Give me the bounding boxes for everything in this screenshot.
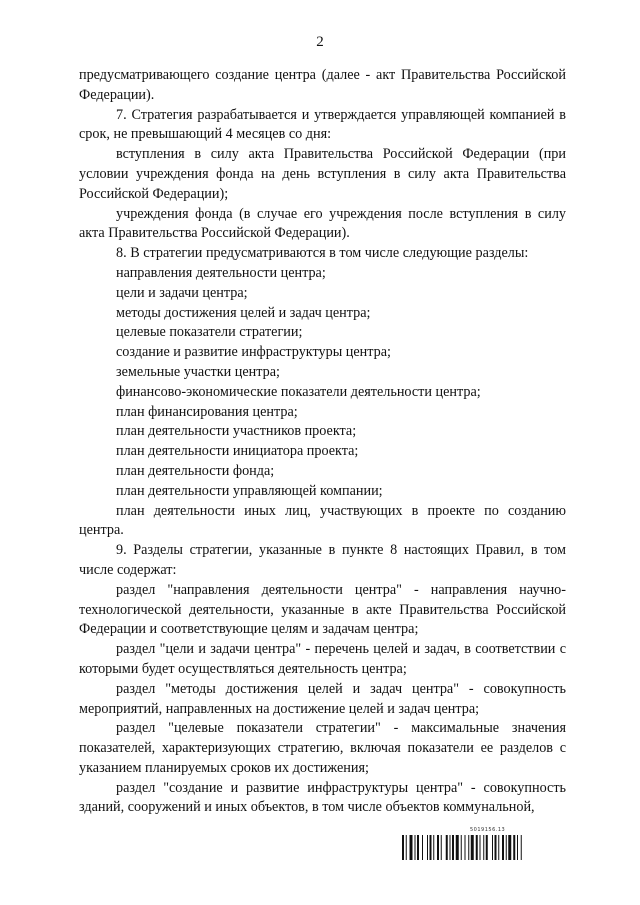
list-item: план деятельности управляющей компании; bbox=[116, 482, 383, 499]
barcode-bar bbox=[471, 835, 474, 860]
barcode-bar bbox=[446, 835, 448, 860]
barcode-bar bbox=[468, 835, 469, 860]
barcode-bar bbox=[508, 835, 511, 860]
barcode-bar bbox=[502, 835, 504, 860]
barcode-bar bbox=[465, 835, 466, 860]
barcode-bar bbox=[492, 835, 493, 860]
list-item: методы достижения целей и задач центра; bbox=[116, 304, 371, 321]
list-item: план деятельности фонда; bbox=[116, 462, 275, 479]
barcode-bar bbox=[495, 835, 497, 860]
paragraph: учреждения фонда (в случае его учреждения после вступления в силу акта Правительства Российской Федерации). bbox=[79, 205, 566, 242]
barcode-bar bbox=[406, 835, 407, 860]
barcode-bar bbox=[461, 835, 462, 860]
paragraph: 8. В стратегии предусматриваются в том числе следующие разделы: bbox=[116, 245, 529, 262]
barcode-bar bbox=[402, 835, 404, 860]
barcode-bar bbox=[483, 835, 484, 860]
paragraph: раздел "методы достижения целей и задач центра" - совокупность мероприятий, направленных на достижение целей и задач центра; bbox=[79, 680, 566, 717]
paragraph: раздел "цели и задачи центра" - перечень целей и задач, в соответствии с которыми будет осуществляться деятельность центра; bbox=[79, 641, 566, 677]
list-item: целевые показатели стратегии; bbox=[116, 324, 303, 341]
list-item: направления деятельности центра; bbox=[116, 264, 326, 281]
document-body bbox=[79, 66, 566, 818]
paragraph: предусматривающего создание центра (далее - акт Правительства Российской Федерации). bbox=[79, 67, 566, 103]
barcode-number: 5019156.13 bbox=[470, 827, 506, 833]
barcode-bar bbox=[506, 835, 507, 860]
barcode-bar bbox=[456, 835, 459, 860]
list-item: план финансирования центра; bbox=[116, 403, 298, 420]
paragraph: раздел "целевые показатели стратегии" - максимальные значения показателей, характеризующих стратегию, включая показатели ее разделов с указанием планируемых сроков их достижения; bbox=[79, 720, 566, 776]
barcode-bar bbox=[486, 835, 488, 860]
paragraph: вступления в силу акта Правительства Российской Федерации (при условии учреждения фонда на день вступления в силу акта Правительства Российской Федерации); bbox=[79, 146, 566, 202]
barcode-bar bbox=[417, 835, 419, 860]
barcode-bar bbox=[476, 835, 478, 860]
barcode-bar bbox=[430, 835, 432, 860]
barcode-bar bbox=[437, 835, 439, 860]
barcode-icon bbox=[402, 835, 566, 860]
barcode-bar bbox=[433, 835, 434, 860]
paragraph: 7. Стратегия разрабатывается и утверждается управляющей компанией в срок, не превышающий 4 месяцев со дня: bbox=[79, 106, 566, 143]
barcode-bar bbox=[427, 835, 428, 860]
barcode-bar bbox=[513, 835, 515, 860]
list-item: земельные участки центра; bbox=[116, 363, 280, 380]
barcode-bar bbox=[441, 835, 442, 860]
list-item: план деятельности инициатора проекта; bbox=[116, 443, 359, 460]
list-item: план деятельности участников проекта; bbox=[116, 423, 357, 440]
paragraph: раздел "направления деятельности центра" - направления научно-технологической деятельности, указанные в акте Правительства Российской Федерации и соответствующие целям и задачам центра; bbox=[79, 581, 566, 638]
list-item: цели и задачи центра; bbox=[116, 284, 248, 301]
barcode-bar bbox=[517, 835, 518, 860]
barcode-bar bbox=[498, 835, 499, 860]
list-item: план деятельности иных лиц, участвующих в проекте по созданию центра. bbox=[79, 502, 566, 539]
barcode-bar bbox=[450, 835, 451, 860]
barcode-bar bbox=[415, 835, 416, 860]
barcode-bar bbox=[410, 835, 413, 860]
barcode-bar bbox=[452, 835, 454, 860]
page-number: 2 bbox=[316, 34, 324, 50]
barcode-bar bbox=[480, 835, 481, 860]
barcode-bar bbox=[422, 835, 423, 860]
barcode-bar bbox=[521, 835, 522, 860]
list-item: создание и развитие инфраструктуры центра; bbox=[116, 344, 391, 361]
list-item: финансово-экономические показатели деятельности центра; bbox=[116, 383, 481, 400]
paragraph: раздел "создание и развитие инфраструктуры центра" - совокупность зданий, сооружений и иных объектов, в том числе объектов коммунальной, bbox=[79, 779, 566, 816]
paragraph: 9. Разделы стратегии, указанные в пункте 8 настоящих Правил, в том числе содержат: bbox=[79, 542, 566, 578]
